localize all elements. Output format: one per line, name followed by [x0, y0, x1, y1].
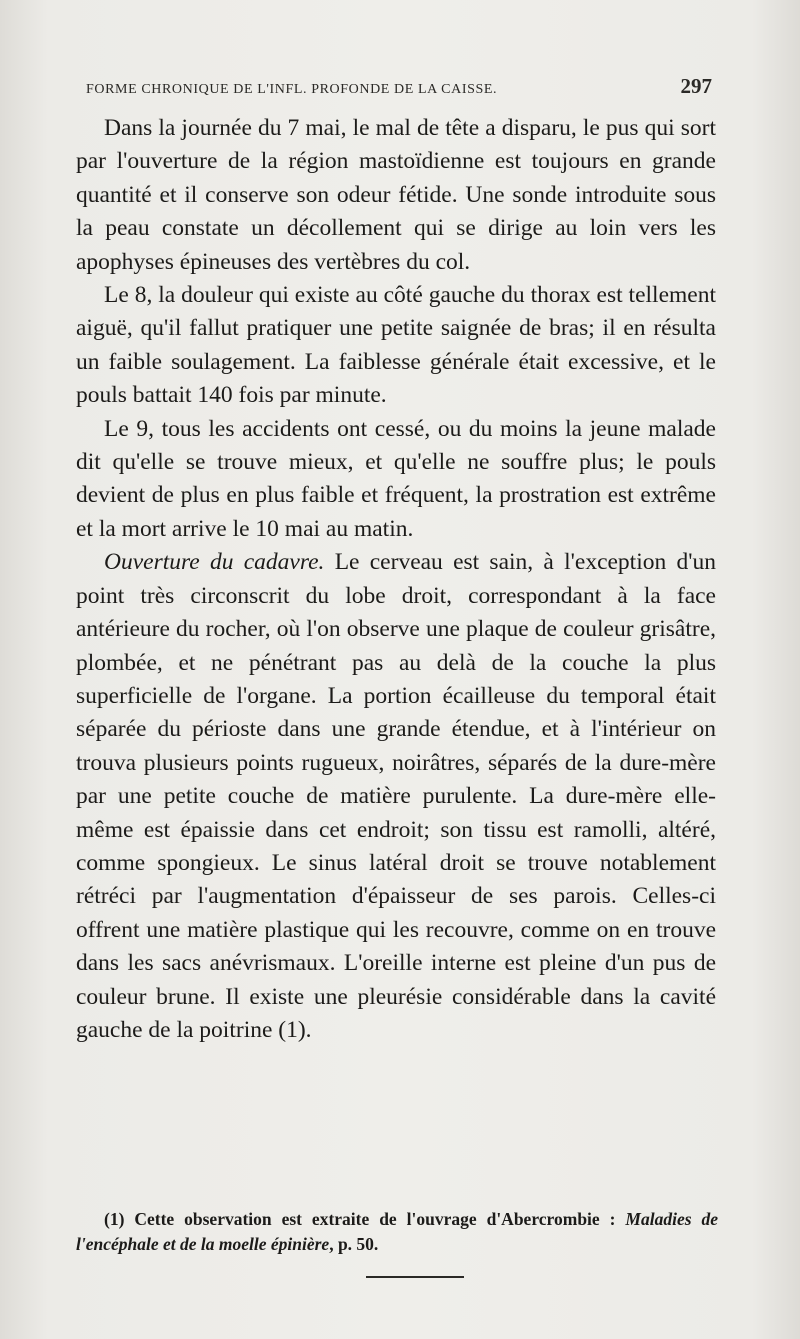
running-head	[86, 74, 712, 98]
paragraph-autopsy	[76, 546, 716, 1047]
autopsy-heading: Ouverture du cadavre.	[104, 549, 325, 576]
paragraph-may-9: Le 9, tous les accidents ont cessé, ou du moins la jeune malade dit qu'elle se trouve mieux, et qu'elle ne souffre plus; le pouls devient de plus en plus faible et fréquent, la prostration est extrême et la mort arrive le 10 mai au matin.	[76, 415, 716, 542]
end-rule	[366, 1276, 464, 1278]
body-text	[76, 112, 716, 1047]
footnote	[76, 1207, 718, 1257]
footnote-tail: , p. 50.	[329, 1234, 379, 1254]
autopsy-text: Le cerveau est sain, à l'exception d'un point très circonscrit du lobe droit, correspondant à la face antérieure du rocher, où l'on observe une plaque de couleur grisâtre, plombée, et ne pénétrant pas au delà de la couche la plus superficielle de l'organe. La portion écailleuse du temporal était séparée du périoste dans une grande étendue, et à l'intérieur on trouva plusieurs points rugueux, noirâtres, séparés de la dure-mère par une petite couche de matière purulente. La dure-mère elle-même est épaissie dans cet endroit; son tissu est ramolli, altéré, comme spongieux. Le sinus latéral droit se trouve notablement rétréci par l'augmentation d'épaisseur de ses parois. Celles-ci offrent une matière plastique qui les recouvre, comme on en trouve dans les sacs anévrismaux. L'oreille interne est pleine d'un pus de couleur brune. Il existe une pleurésie considérable dans la cavité gauche de la poitrine (1).	[76, 549, 716, 1043]
footnote-work-title: Maladies de l'encéphale et de la moelle épinière	[76, 1209, 718, 1254]
paragraph-may-8: Le 8, la douleur qui existe au côté gauche du thorax est tellement aiguë, qu'il fallut pratiquer une petite saignée de bras; il en résulta un faible soulagement. La faiblesse générale était excessive, et le pouls battait 140 fois par minute.	[76, 282, 716, 409]
paragraph-may-7: Dans la journée du 7 mai, le mal de tête a disparu, le pus qui sort par l'ouverture de la région mastoïdienne est toujours en grande quantité et il conserve son odeur fétide. Une sonde introduite sous la peau constate un décollement qui se dirige au loin vers les apophyses épineuses des vertèbres du col.	[76, 115, 716, 275]
running-title: FORME CHRONIQUE DE L'INFL. PROFONDE DE LA CAISSE.	[86, 82, 498, 97]
page-number: 297	[680, 74, 712, 98]
footnote-paragraph	[76, 1207, 718, 1257]
footnote-text: (1) Cette observation est extraite de l'ouvrage d'Abercrombie :	[104, 1209, 626, 1229]
